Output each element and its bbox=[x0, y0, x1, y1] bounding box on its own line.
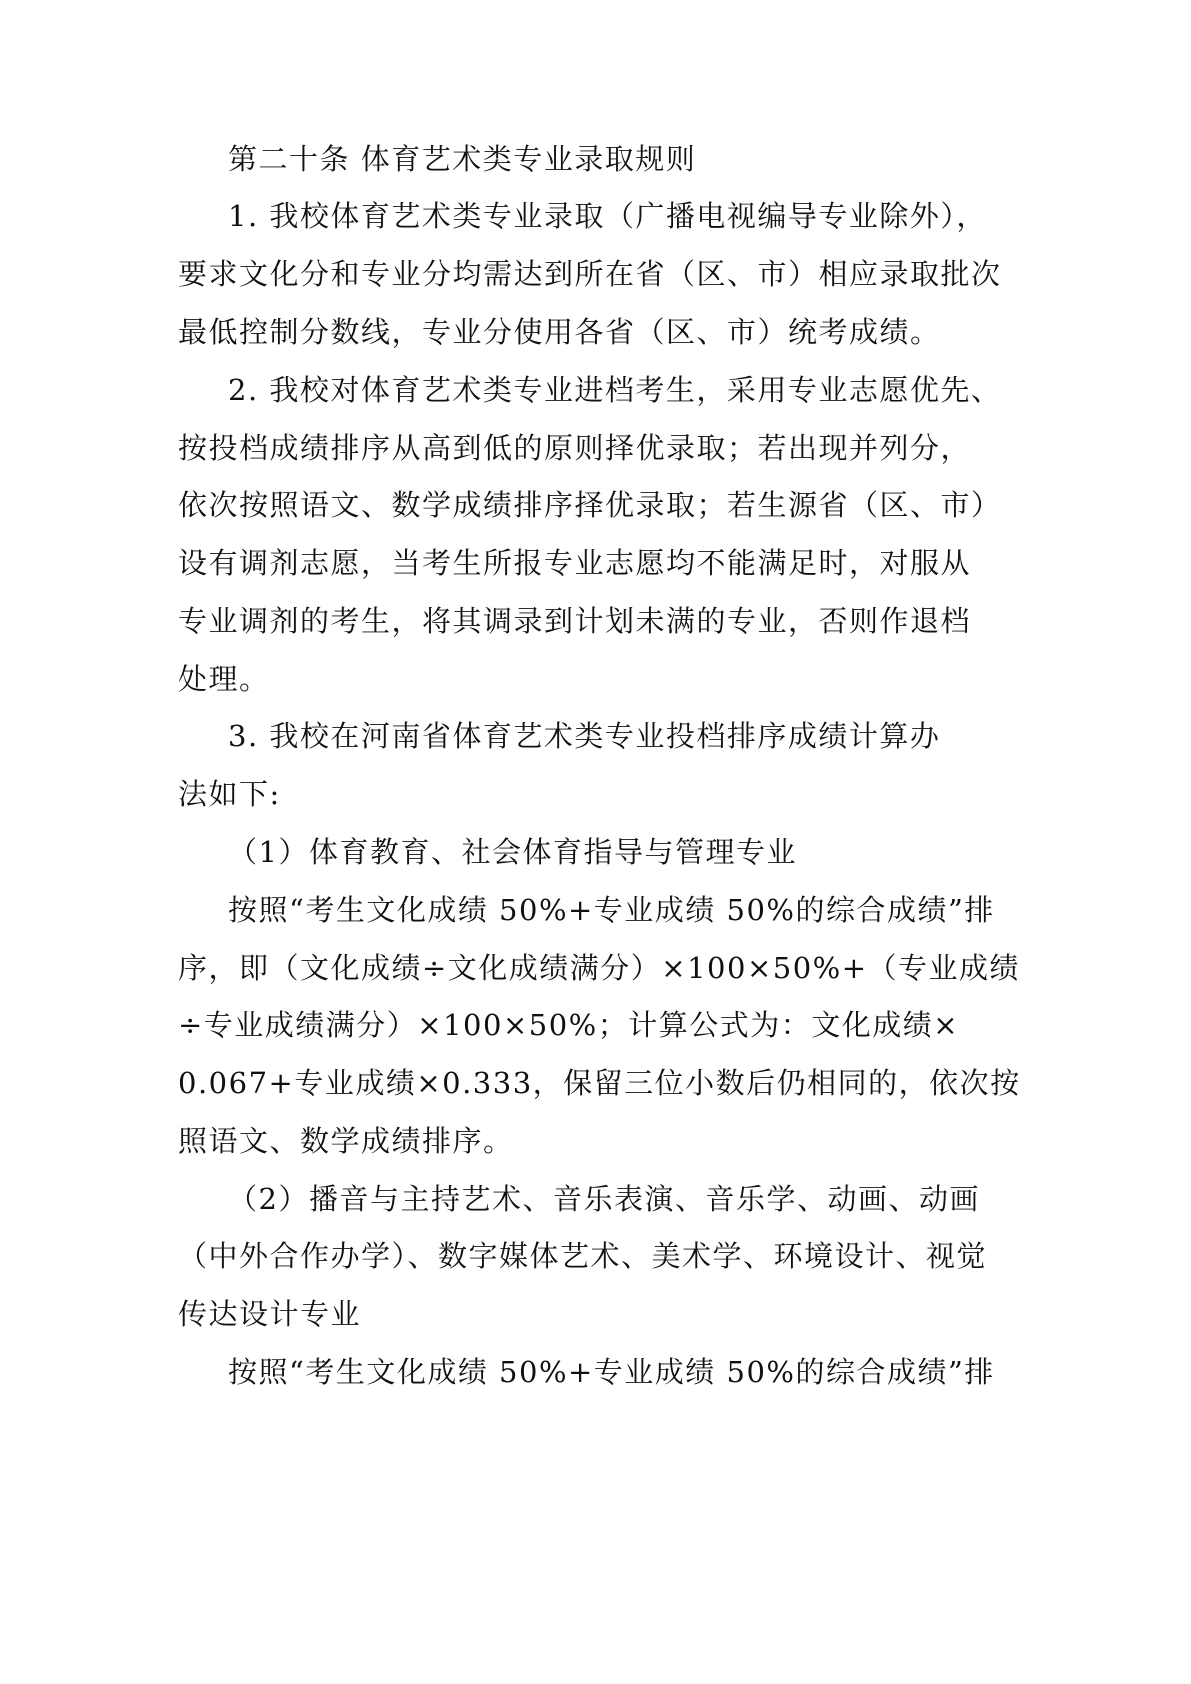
paragraph-line: 序，即（文化成绩÷文化成绩满分）×100×50%+（专业成绩 bbox=[178, 951, 1021, 985]
paragraph-line: 传达设计专业 bbox=[178, 1297, 362, 1331]
paragraph-line: 最低控制分数线，专业分使用各省（区、市）统考成绩。 bbox=[178, 315, 941, 349]
paragraph-line: 按照“考生文化成绩 50%+专业成绩 50%的综合成绩”排 bbox=[228, 893, 995, 927]
subsection-heading: （2）播音与主持艺术、音乐表演、音乐学、动画、动画 bbox=[228, 1182, 980, 1216]
paragraph-line: ÷专业成绩满分）×100×50%；计算公式为：文化成绩× bbox=[178, 1008, 960, 1042]
paragraph-line: 0.067+专业成绩×0.333，保留三位小数后仍相同的，依次按 bbox=[178, 1066, 1021, 1100]
paragraph-line: 2. 我校对体育艺术类专业进档考生，采用专业志愿优先、 bbox=[228, 373, 1002, 407]
paragraph-line: 照语文、数学成绩排序。 bbox=[178, 1124, 514, 1158]
paragraph-line: （中外合作办学）、数字媒体艺术、美术学、环境设计、视觉 bbox=[178, 1239, 988, 1273]
subsection-heading: （1）体育教育、社会体育指导与管理专业 bbox=[228, 835, 797, 869]
paragraph-line: 3. 我校在河南省体育艺术类专业投档排序成绩计算办 bbox=[228, 719, 941, 753]
paragraph-line: 按投档成绩排序从高到低的原则择优录取；若出现并列分， bbox=[178, 431, 972, 465]
paragraph-line: 依次按照语文、数学成绩排序择优录取；若生源省（区、市） bbox=[178, 488, 1002, 522]
paragraph-line: 处理。 bbox=[178, 662, 270, 696]
article-heading: 第二十条 体育艺术类专业录取规则 bbox=[228, 142, 697, 176]
paragraph-line: 按照“考生文化成绩 50%+专业成绩 50%的综合成绩”排 bbox=[228, 1355, 995, 1389]
paragraph-line: 法如下: bbox=[178, 777, 281, 811]
paragraph-line: 1. 我校体育艺术类专业录取（广播电视编导专业除外）， bbox=[228, 199, 987, 233]
paragraph-line: 设有调剂志愿，当考生所报专业志愿均不能满足时，对服从 bbox=[178, 546, 972, 580]
paragraph-line: 要求文化分和专业分均需达到所在省（区、市）相应录取批次 bbox=[178, 257, 1002, 291]
paragraph-line: 专业调剂的考生，将其调录到计划未满的专业，否则作退档 bbox=[178, 604, 972, 638]
